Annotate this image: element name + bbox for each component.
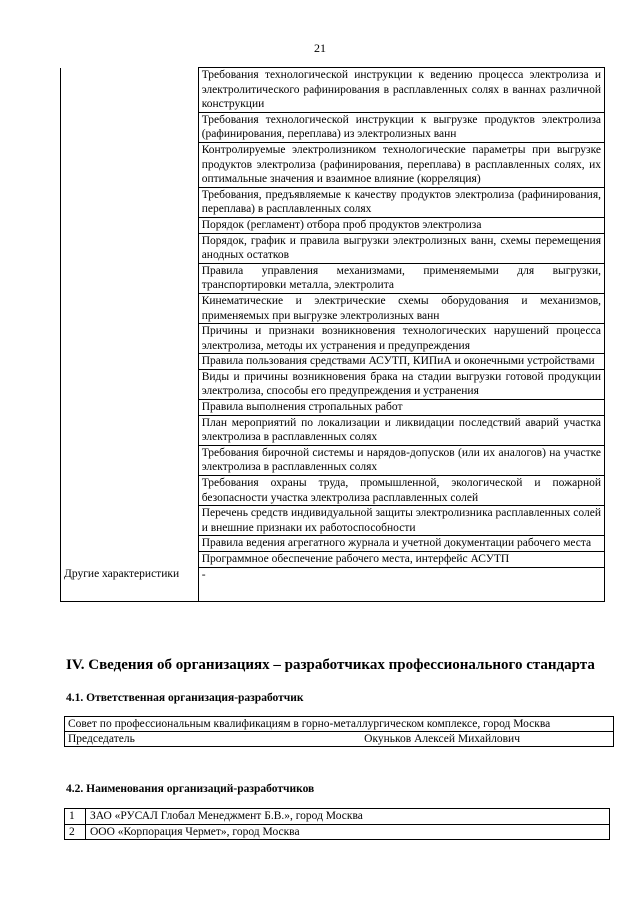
knowledge-item: Правила пользования средствами АСУТП, КИПиА и оконечными устройствами bbox=[198, 354, 604, 370]
knowledge-item: Перечень средств индивидуальной защиты электролизника расплавленных солей и внешние признаки их работоспособности bbox=[198, 506, 604, 536]
knowledge-item: Правила управления механизмами, применяемыми для выгрузки, транспортировки металла, электролита bbox=[198, 263, 604, 293]
knowledge-item: Требования технологической инструкции к ведению процесса электролиза и электролитического рафинирования в расплавленных солях в ваннах различной конструкции bbox=[198, 68, 604, 113]
knowledge-item: Правила ведения агрегатного журнала и учетной документации рабочего места bbox=[198, 536, 604, 552]
row-label-cell bbox=[61, 324, 199, 354]
row-label-cell bbox=[61, 354, 199, 370]
other-characteristics-label: Другие характеристики bbox=[61, 567, 199, 601]
row-label-cell bbox=[61, 293, 199, 323]
knowledge-item: Программное обеспечение рабочего места, интерфейс АСУТП bbox=[198, 552, 604, 568]
table-row bbox=[61, 400, 605, 416]
table-row bbox=[61, 369, 605, 399]
knowledge-item: Кинематические и электрические схемы оборудования и механизмов, применяемых при выгрузке электролизных ванн bbox=[198, 293, 604, 323]
knowledge-item: План мероприятий по локализации и ликвидации последствий аварий участка электролиза в расплавленных солях bbox=[198, 415, 604, 445]
knowledge-item: Требования охраны труда, промышленной, экологической и пожарной безопасности участка электролиза расплавленных солей bbox=[198, 476, 604, 506]
org-name: ЗАО «РУСАЛ Глобал Менеджмент Б.В.», город Москва bbox=[86, 809, 610, 825]
chair-row bbox=[65, 732, 614, 747]
knowledge-table bbox=[60, 67, 605, 602]
table-row bbox=[61, 415, 605, 445]
row-label-cell bbox=[61, 112, 199, 142]
table-row bbox=[61, 536, 605, 552]
other-characteristics-value: - bbox=[198, 567, 604, 601]
org-name: ООО «Корпорация Чермет», город Москва bbox=[86, 824, 610, 840]
table-row bbox=[61, 68, 605, 113]
table-row bbox=[61, 112, 605, 142]
table-row bbox=[61, 187, 605, 217]
row-label-cell bbox=[61, 552, 199, 568]
row-label-cell bbox=[61, 506, 199, 536]
row-label-cell bbox=[61, 445, 199, 475]
table-row bbox=[61, 445, 605, 475]
developer-orgs-heading: 4.2. Наименования организаций-разработчиков bbox=[66, 783, 315, 795]
responsible-org-table bbox=[64, 716, 614, 747]
table-row bbox=[61, 552, 605, 568]
knowledge-item: Порядок, график и правила выгрузки электролизных ванн, схемы перемещения анодных остатков bbox=[198, 233, 604, 263]
row-label-cell bbox=[61, 263, 199, 293]
row-label-cell bbox=[61, 369, 199, 399]
org-number: 1 bbox=[65, 809, 86, 825]
table-row bbox=[61, 476, 605, 506]
knowledge-item: Требования технологической инструкции к выгрузке продуктов электролиза (рафинирования, переплава) из электролизных ванн bbox=[198, 112, 604, 142]
org-number: 2 bbox=[65, 824, 86, 840]
section-title: IV. Сведения об организациях – разработчиках профессионального стандарта bbox=[66, 657, 595, 673]
row-label-cell bbox=[61, 536, 199, 552]
page-number: 21 bbox=[314, 41, 326, 55]
table-row bbox=[61, 354, 605, 370]
table-row bbox=[61, 217, 605, 233]
table-row bbox=[61, 233, 605, 263]
chair-role: Председатель bbox=[68, 733, 135, 745]
table-row bbox=[61, 263, 605, 293]
responsible-org-heading: 4.1. Ответственная организация-разработчик bbox=[66, 692, 304, 704]
knowledge-item: Требования бирочной системы и нарядов-допусков (или их аналогов) на участке электролиза в расплавленных солях bbox=[198, 445, 604, 475]
row-label-cell bbox=[61, 187, 199, 217]
row-label-cell bbox=[61, 233, 199, 263]
row-label-cell bbox=[61, 415, 199, 445]
knowledge-item: Правила выполнения стропальных работ bbox=[198, 400, 604, 416]
row-label-cell bbox=[61, 217, 199, 233]
responsible-org-name: Совет по профессиональным квалификациям в горно-металлургическом комплексе, город Москва bbox=[65, 717, 614, 732]
chair-name: Окуньков Алексей Михайлович bbox=[364, 733, 520, 745]
table-row bbox=[61, 506, 605, 536]
list-item bbox=[65, 824, 610, 840]
other-characteristics-row bbox=[61, 567, 605, 601]
knowledge-item: Виды и причины возникновения брака на стадии выгрузки готовой продукции электролиза, способы его предупреждения и устранения bbox=[198, 369, 604, 399]
list-item bbox=[65, 809, 610, 825]
knowledge-item: Контролируемые электролизником технологические параметры при выгрузке продуктов электролиза (рафинирования, переплава) в расплавленных солях, их оптимальные значения и взаимное влияние (корреляция) bbox=[198, 142, 604, 187]
developer-orgs-table bbox=[64, 808, 610, 840]
row-label-cell bbox=[61, 476, 199, 506]
table-row bbox=[61, 142, 605, 187]
row-label-cell bbox=[61, 68, 199, 113]
knowledge-item: Порядок (регламент) отбора проб продуктов электролиза bbox=[198, 217, 604, 233]
row-label-cell bbox=[61, 142, 199, 187]
knowledge-item: Причины и признаки возникновения технологических нарушений процесса электролиза, методы их устранения и предупреждения bbox=[198, 324, 604, 354]
table-row bbox=[61, 293, 605, 323]
knowledge-item: Требования, предъявляемые к качеству продуктов электролиза (рафинирования, переплава) в расплавленных солях bbox=[198, 187, 604, 217]
table-row bbox=[61, 324, 605, 354]
row-label-cell bbox=[61, 400, 199, 416]
